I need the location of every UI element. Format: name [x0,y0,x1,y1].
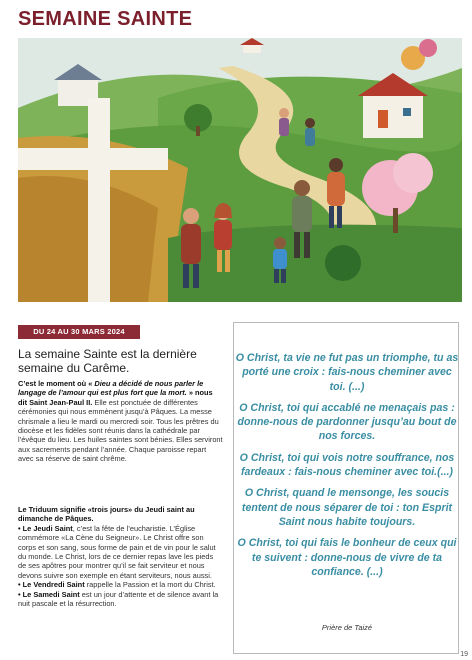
prayer-stanza: O Christ, toi qui vois notre souffrance, nos fardeaux : fais-nous cheminer avec toi.(...) [239,451,455,479]
list-item: • Le Samedi Saint est un jour d’attente et de silence avant la nuit pascale et la résurrection. [18,589,219,609]
illustration-pilgrims-path [18,38,462,302]
prayer-stanza: O Christ, ta vie ne fut pas un triomphe, tu as porté une croix : fais-nous cheminer avec toi. (...) [235,352,459,393]
triduum-section [18,505,223,608]
page-number: 19 [460,651,468,658]
prayer-box [233,322,459,654]
date-badge: DU 24 AU 30 MARS 2024 [18,325,140,339]
prayer-stanza: O Christ, toi qui fais le bonheur de ceux qui te suivent : donne-nous de vivre de ta confiance. (...) [237,537,457,578]
prayer-stanza: O Christ, toi qui accablé ne menaçais pas : donne-nous de pardonner jusqu’au bout de nos forces. [237,401,457,443]
prayer-stanza: O Christ, quand le mensonge, les soucis tentent de nous séparer de toi : ton Esprit Saint nous habite toujours. [241,487,453,528]
prayer-credit: Prière de Taizé [321,623,373,632]
list-item: • Le Jeudi Saint, c’est la fête de l’eucharistie. L’Église commémore «La Cène du Seigneur». Le Christ offre son corps et son sang, sous forme de pain et de vin pour le salut du monde. Le Christ, lors de ce dernier repas lave les pieds de ses apôtres pour montrer qu’il se fait serviteur et nous devons suivre son exemple en étant serviteurs, nous aussi. [18,523,216,580]
intro-paragraph [18,379,223,464]
quote-text: Dieu a décidé de nous parler le langage de l’amour qui est plus fort que la mort. [18,379,204,398]
list-item: • Le Vendredi Saint rappelle la Passion et la mort du Christ. [18,580,216,590]
intro-body-text: Elle est ponctuée de différentes cérémonies qui nous emmènent jusqu’à Pâques. La messe chrismale a lieu le mardi ou mercredi soir. Tous les prêtres du diocèse et les fidèles sont réunis dans la cathédrale par l’évêque du lieu. Les huiles saintes sont bénies. Elles serviront aux sacrements pendant l’année. Chaque paroisse repart avec sa réserve de saint chrême. [18,397,223,464]
lead-paragraph: La semaine Sainte est la dernière semaine du Carême. [18,347,197,375]
triduum-heading: Le Triduum signifie «trois jours» du Jeudi saint au dimanche de Pâques. [18,505,195,524]
page-title: SEMAINE SAINTE [18,8,193,30]
intro-bold: C’est le moment où « [18,379,93,388]
quote-attribution: » nous dit Saint Jean-Paul II. [18,388,213,407]
prayer-text [234,351,460,586]
